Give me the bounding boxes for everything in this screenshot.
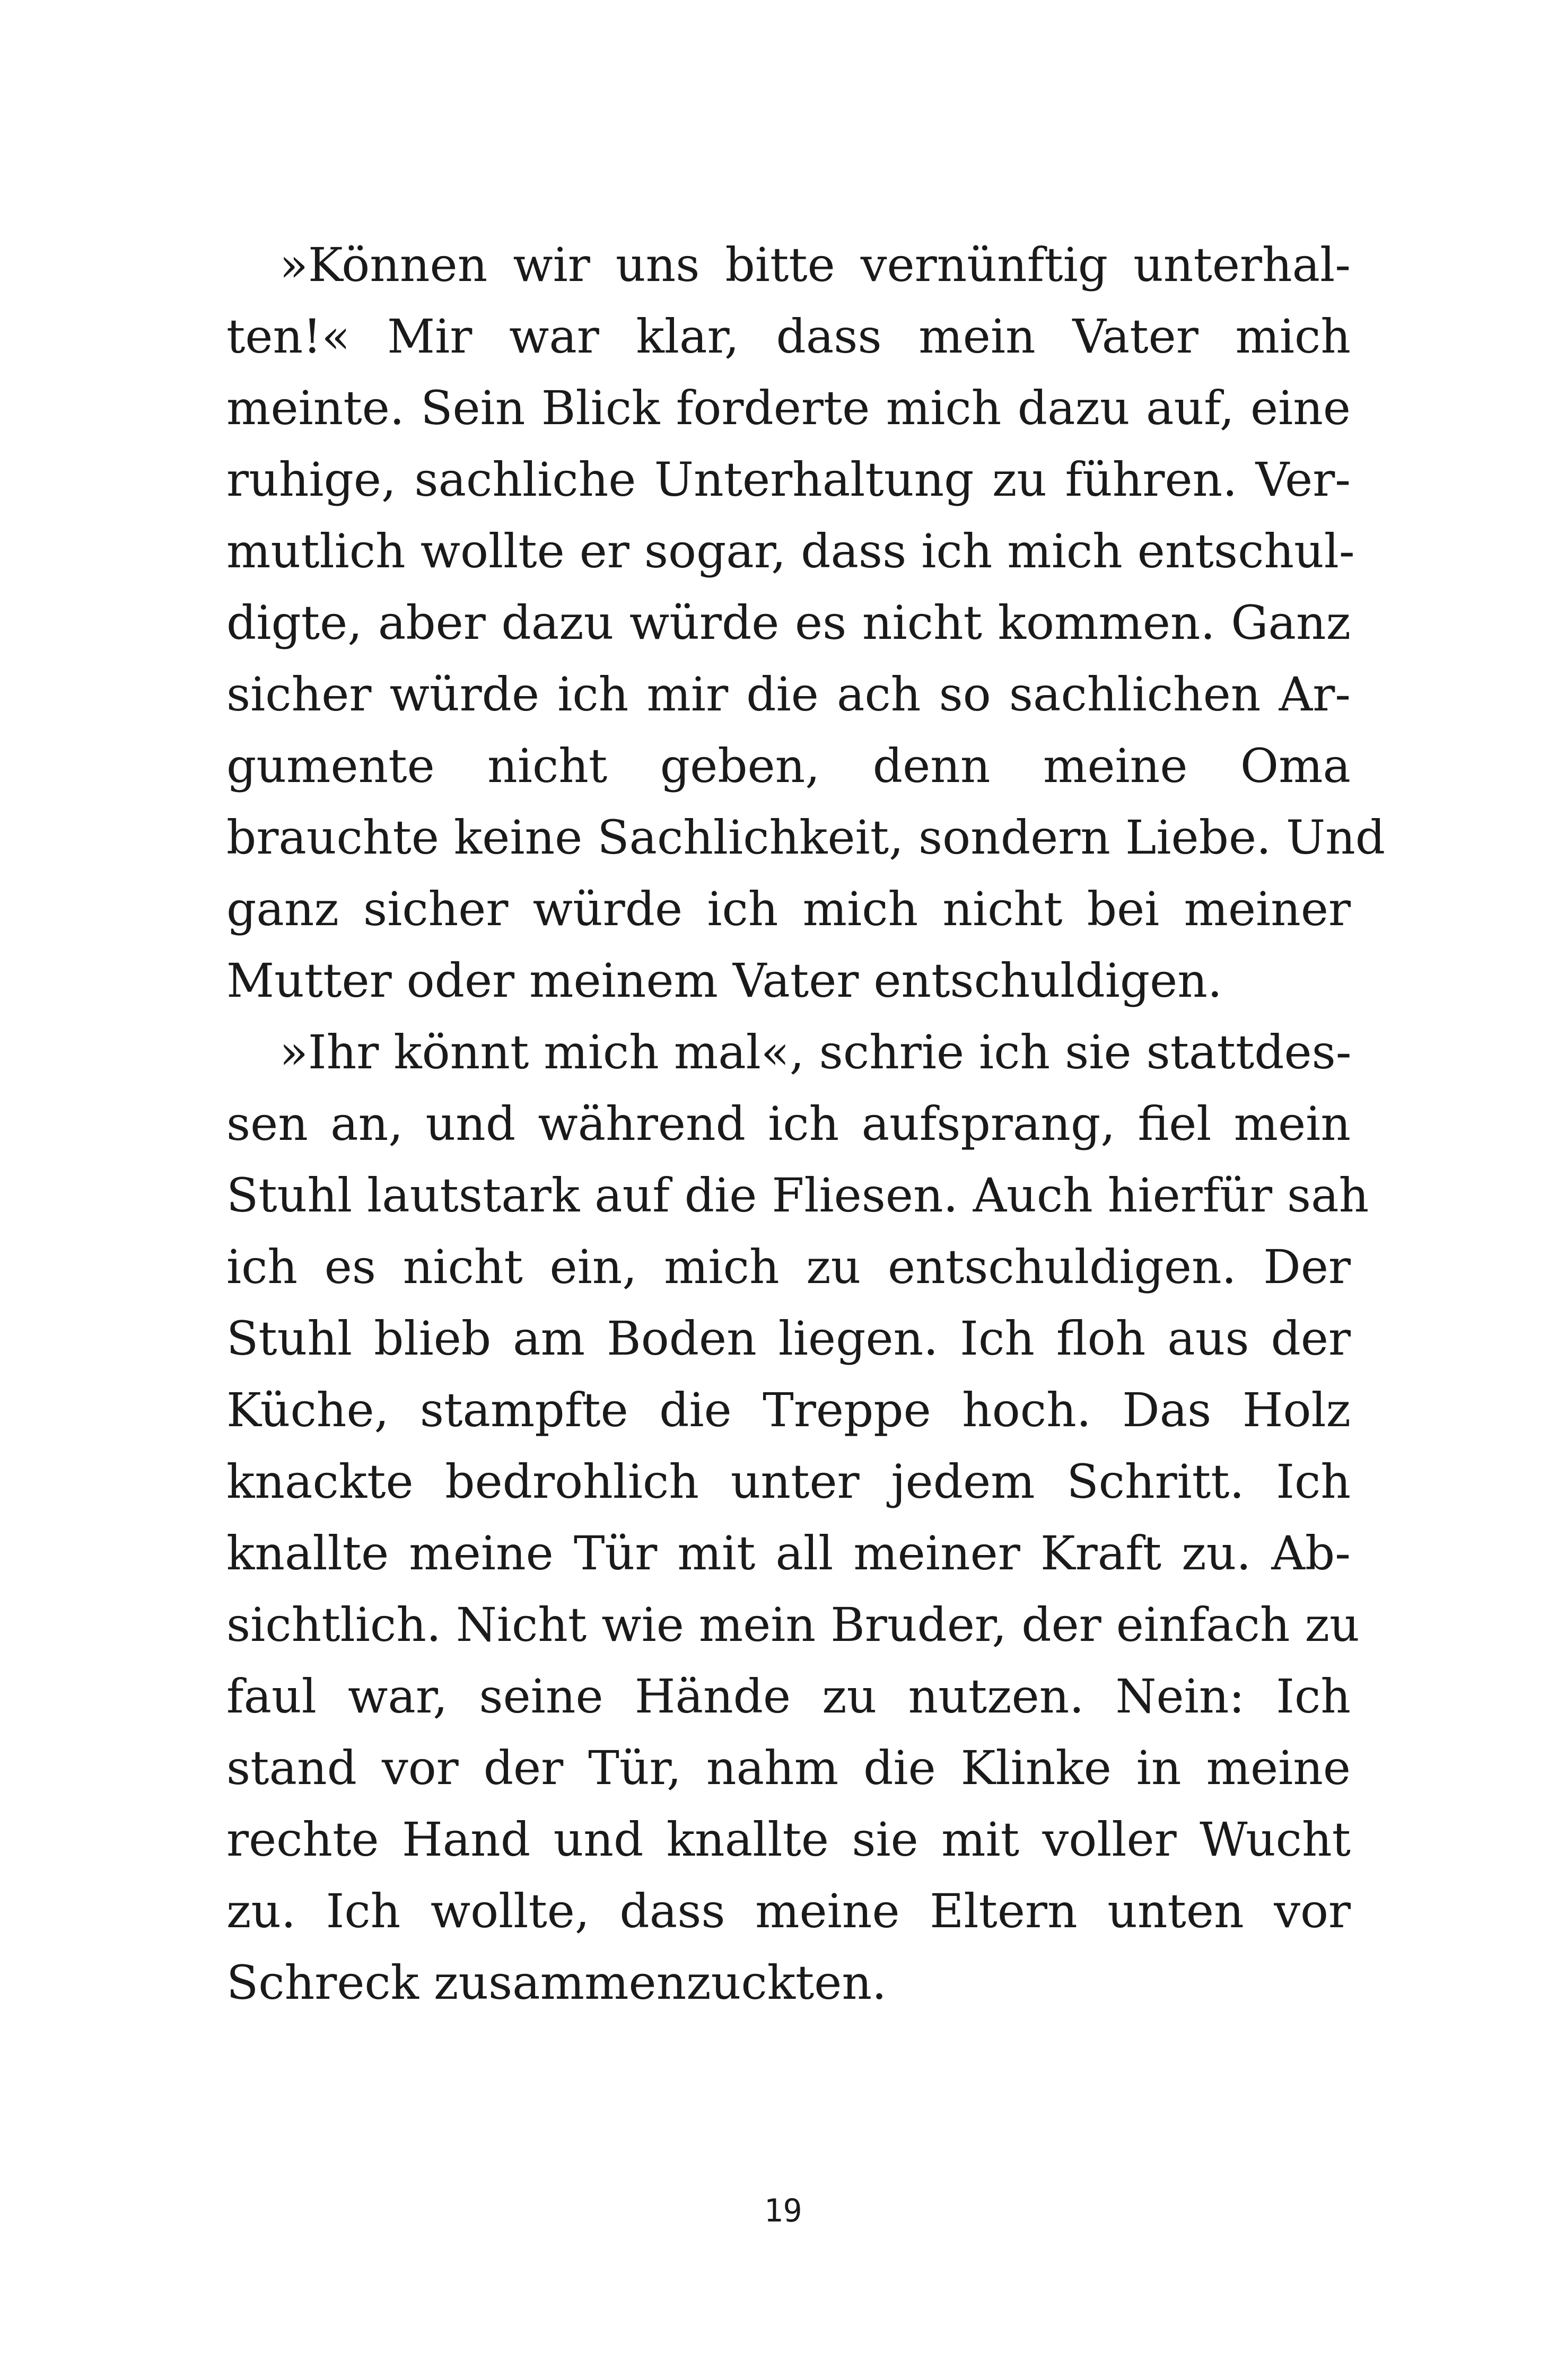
text-line: mutlich wollte er sogar, dass ich mich entschul- xyxy=(226,524,1355,578)
text-line: gumente nicht geben, denn meine Oma xyxy=(226,739,1351,793)
text-line: zu. Ich wollte, dass meine Eltern unten vor xyxy=(226,1884,1351,1938)
text-line: brauchte keine Sachlichkeit, sondern Liebe. Und xyxy=(226,810,1386,865)
text-line: Stuhl lautstark auf die Fliesen. Auch hierfür sah xyxy=(226,1168,1369,1223)
page-number: 19 xyxy=(764,2192,802,2229)
paragraph-2 xyxy=(226,1016,1369,2018)
text-line: Schreck zusammenzuckten. xyxy=(226,1955,887,2010)
text-line: meinte. Sein Blick forderte mich dazu auf, eine xyxy=(226,381,1351,435)
text-line: ich es nicht ein, mich zu entschuldigen. Der xyxy=(226,1240,1351,1294)
text-line: Küche, stampfte die Treppe hoch. Das Holz xyxy=(226,1383,1351,1437)
text-line: sicher würde ich mir die ach so sachlichen Ar- xyxy=(226,667,1351,722)
text-line: sichtlich. Nicht wie mein Bruder, der einfach zu xyxy=(226,1597,1360,1652)
text-line: ganz sicher würde ich mich nicht bei meiner xyxy=(226,882,1351,936)
paragraph-1 xyxy=(226,229,1386,1016)
text-line: ten!« Mir war klar, dass mein Vater mich xyxy=(226,309,1351,364)
text-line: »Ihr könnt mich mal«, schrie ich sie stattdes- xyxy=(279,1025,1352,1079)
text-line: ruhige, sachliche Unterhaltung zu führen. Ver- xyxy=(226,452,1351,507)
text-line: sen an, und während ich aufsprang, fiel mein xyxy=(226,1096,1351,1151)
text-line: knackte bedrohlich unter jedem Schritt. Ich xyxy=(226,1454,1351,1509)
text-line: stand vor der Tür, nahm die Klinke in meine xyxy=(226,1741,1351,1795)
text-line: Mutter oder meinem Vater entschuldigen. xyxy=(226,953,1222,1008)
text-line: Stuhl blieb am Boden liegen. Ich floh aus der xyxy=(226,1311,1351,1366)
text-line: knallte meine Tür mit all meiner Kraft zu. Ab- xyxy=(226,1526,1351,1580)
text-line: digte, aber dazu würde es nicht kommen. Ganz xyxy=(226,595,1351,650)
text-line: »Können wir uns bitte vernünftig unterhal- xyxy=(279,238,1351,292)
text-line: rechte Hand und knallte sie mit voller Wucht xyxy=(226,1812,1351,1867)
text-line: faul war, seine Hände zu nutzen. Nein: Ich xyxy=(226,1669,1351,1724)
body-text xyxy=(226,229,1386,2018)
